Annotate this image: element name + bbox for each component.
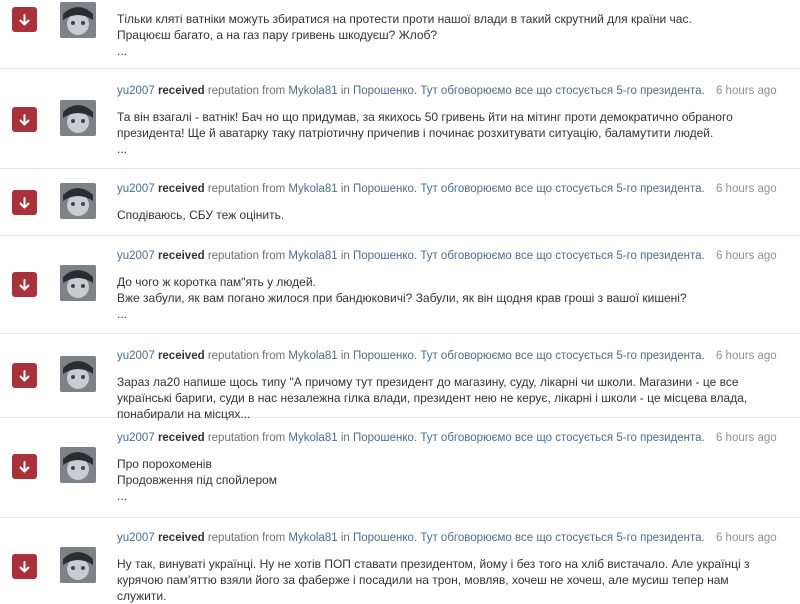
recipient-link[interactable]: yu2007 <box>117 350 155 362</box>
user-avatar[interactable] <box>60 2 96 38</box>
in-text: in <box>340 85 350 97</box>
entry-header <box>117 250 777 262</box>
in-text: in <box>340 432 350 444</box>
arrow-down-icon <box>19 114 30 126</box>
content-line: Працюєш багато, а на газ пару гривень шкодуєш? Жлоб? <box>117 28 438 42</box>
action-verb: received <box>157 183 205 195</box>
giver-link[interactable]: Mykola81 <box>288 350 338 362</box>
entry-content <box>117 207 777 223</box>
arrow-down-icon <box>19 279 30 291</box>
entry-content <box>117 274 777 322</box>
giver-link[interactable]: Mykola81 <box>288 250 338 262</box>
entry-content <box>117 374 777 422</box>
entry-header <box>117 350 777 362</box>
action-verb: received <box>157 250 205 262</box>
content-line: Сподіваюсь, СБУ теж оцінить. <box>117 208 285 222</box>
reputation-down-button[interactable] <box>12 554 37 579</box>
arrow-down-icon <box>19 197 30 209</box>
recipient-link[interactable]: yu2007 <box>117 250 155 262</box>
reputation-down-button[interactable] <box>12 272 37 297</box>
user-avatar[interactable] <box>60 547 96 583</box>
feed-entry <box>0 418 800 518</box>
arrow-down-icon <box>19 14 30 26</box>
feed-entry <box>0 0 800 69</box>
action-verb: received <box>157 532 205 544</box>
in-text: in <box>340 350 350 362</box>
recipient-link[interactable]: yu2007 <box>117 532 155 544</box>
timestamp: 6 hours ago <box>715 350 777 362</box>
recipient-link[interactable]: yu2007 <box>117 183 155 195</box>
from-text: reputation from <box>207 432 286 444</box>
arrow-down-icon <box>19 370 30 382</box>
content-line: Зараз ла20 напише щось типу "А причому тут президент до магазину, суду, лікарні чи школи. Магазини - це все українські бариги, суди в нас незалежна гілка влади, президент нею не керує, лікарні і школи - це місцева влада, понабирали на місцях... <box>117 375 748 421</box>
recipient-link[interactable]: yu2007 <box>117 432 155 444</box>
entry-content <box>117 11 777 59</box>
content-line: Ну так, винуваті українці. Ну не хотів ПОП ставати президентом, йому і без того на хліб вистачало. Але українці з курячою пам'яттю взяли його за фаберже і посадили на трон, мовляв, хочеш не хочеш, але мусиш тепер нам служити. <box>117 557 750 603</box>
entry-header <box>117 183 777 195</box>
user-avatar[interactable] <box>60 265 96 301</box>
feed-entry <box>0 236 800 334</box>
content-line: ... <box>117 489 128 503</box>
recipient-link[interactable]: yu2007 <box>117 85 155 97</box>
from-text: reputation from <box>207 350 286 362</box>
arrow-down-icon <box>19 461 30 473</box>
timestamp: 6 hours ago <box>715 183 777 195</box>
reputation-down-button[interactable] <box>12 107 37 132</box>
feed-entry <box>0 518 800 603</box>
topic-link[interactable]: Порошенко. Тут обговорюємо все що стосується 5-го президента. <box>352 532 705 544</box>
from-text: reputation from <box>207 85 286 97</box>
giver-link[interactable]: Mykola81 <box>288 532 338 544</box>
in-text: in <box>340 532 350 544</box>
content-line: ... <box>117 307 128 321</box>
content-line: ... <box>117 44 128 58</box>
topic-link[interactable]: Порошенко. Тут обговорюємо все що стосується 5-го президента. <box>352 432 705 444</box>
feed-entry <box>0 334 800 421</box>
topic-link[interactable]: Порошенко. Тут обговорюємо все що стосується 5-го президента. <box>352 183 705 195</box>
timestamp: 6 hours ago <box>715 85 777 97</box>
action-verb: received <box>157 85 205 97</box>
action-verb: received <box>157 432 205 444</box>
action-verb: received <box>157 350 205 362</box>
reputation-down-button[interactable] <box>12 7 37 32</box>
content-line: ... <box>117 142 128 156</box>
entry-content <box>117 456 777 504</box>
giver-link[interactable]: Mykola81 <box>288 183 338 195</box>
content-line: Про порохоменів <box>117 457 212 471</box>
reputation-down-button[interactable] <box>12 454 37 479</box>
reputation-down-button[interactable] <box>12 190 37 215</box>
timestamp: 6 hours ago <box>715 532 777 544</box>
user-avatar[interactable] <box>60 183 96 219</box>
in-text: in <box>340 250 350 262</box>
reputation-down-button[interactable] <box>12 363 37 388</box>
from-text: reputation from <box>207 250 286 262</box>
user-avatar[interactable] <box>60 447 96 483</box>
in-text: in <box>340 183 350 195</box>
timestamp: 6 hours ago <box>715 250 777 262</box>
timestamp: 6 hours ago <box>715 432 777 444</box>
content-line: Вже забули, як вам погано жилося при бандюковичі? Забули, як він щодня крав гроші з вашої кишені? <box>117 291 687 305</box>
content-line: Продовження під спойлером <box>117 473 278 487</box>
arrow-down-icon <box>19 561 30 573</box>
entry-content <box>117 109 777 157</box>
content-line: Та він взагалі - ватнік! Бач но що придумав, за якихось 50 гривень йти на мітинг проти демократично обраного президента! Ще й аватарку таку патріотичну причепив і починає розхитувати ситуацію, баламутити людей. <box>117 110 733 140</box>
topic-link[interactable]: Порошенко. Тут обговорюємо все що стосується 5-го президента. <box>352 250 705 262</box>
entry-header <box>117 432 777 444</box>
entry-header <box>117 532 777 544</box>
entry-content <box>117 556 777 604</box>
topic-link[interactable]: Порошенко. Тут обговорюємо все що стосується 5-го президента. <box>352 350 705 362</box>
content-line: Тільки кляті ватніки можуть збиратися на протести проти нашої влади в такий скрутний для країни час. <box>117 12 692 26</box>
giver-link[interactable]: Mykola81 <box>288 85 338 97</box>
from-text: reputation from <box>207 183 286 195</box>
user-avatar[interactable] <box>60 100 96 136</box>
topic-link[interactable]: Порошенко. Тут обговорюємо все що стосується 5-го президента. <box>352 85 705 97</box>
user-avatar[interactable] <box>60 356 96 392</box>
feed-entry <box>0 169 800 236</box>
feed-entry <box>0 69 800 169</box>
content-line: До чого ж коротка пам"ять у людей. <box>117 275 316 289</box>
from-text: reputation from <box>207 532 286 544</box>
giver-link[interactable]: Mykola81 <box>288 432 338 444</box>
entry-header <box>117 85 777 97</box>
